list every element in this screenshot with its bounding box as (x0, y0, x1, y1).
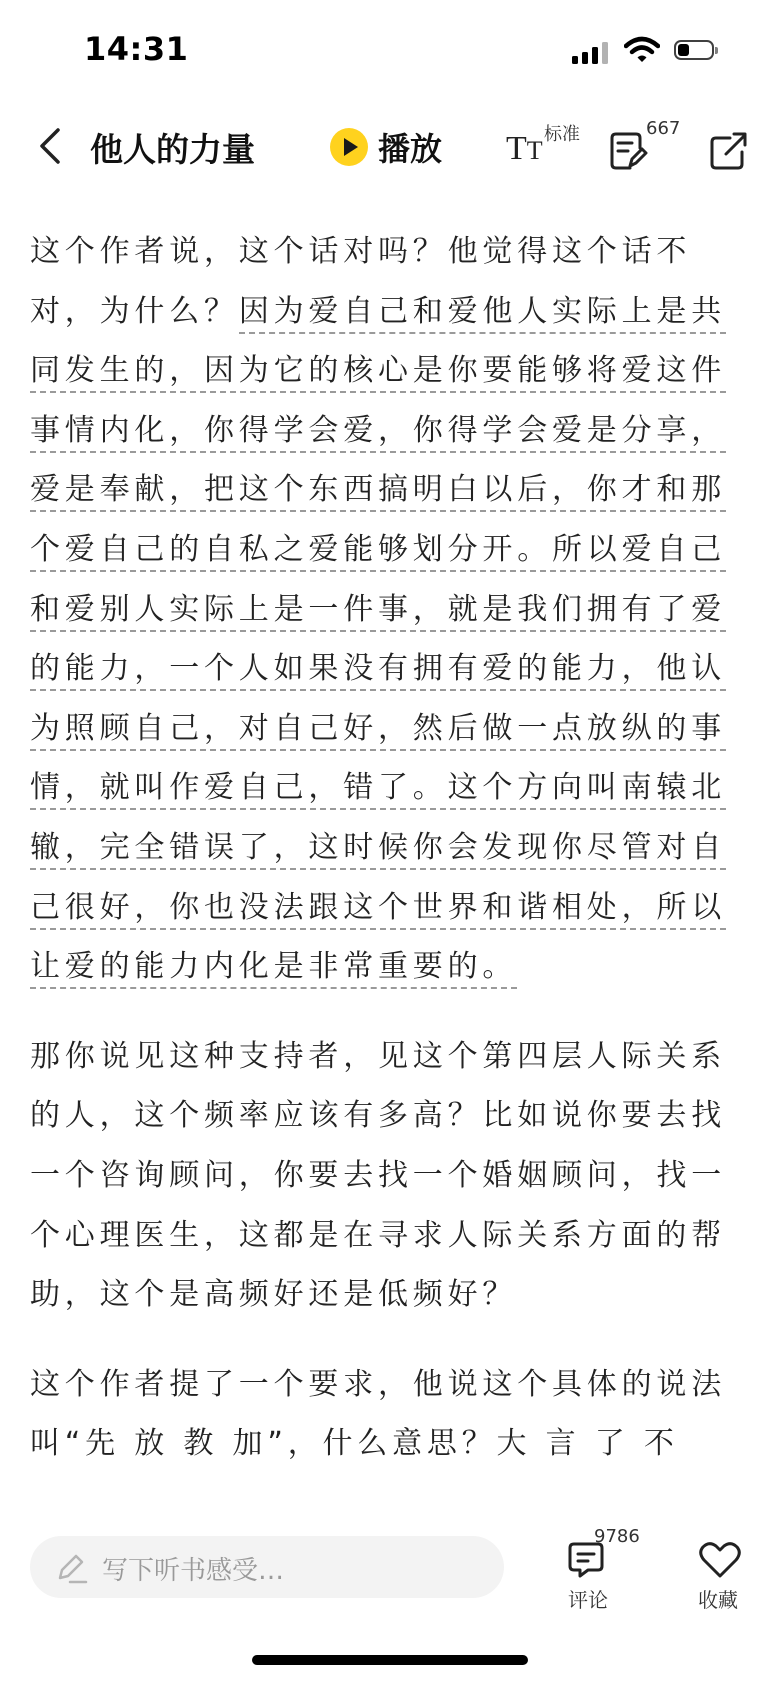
font-size-label: 标准 (544, 124, 580, 145)
paragraph-text: 那你说见这种支持者，见这个第四层人际关系的人，这个频率应该有多高？比如说你要去找一个咨询顾问，你要去找一个婚姻顾问，找一个心理医生，这都是在寻求人际关系方面的帮助，这个是高频好还是低频好？ (30, 1038, 726, 1313)
comments-button[interactable] (560, 1526, 640, 1618)
notes-button[interactable] (608, 118, 688, 178)
pen-icon (54, 1552, 90, 1586)
book-title: 他人的力量 (90, 130, 255, 169)
share-icon[interactable] (708, 128, 748, 172)
favorite-button[interactable] (690, 1532, 750, 1618)
back-arrow-icon[interactable] (36, 124, 64, 168)
paragraph-text: 这个作者说，这个话对吗？他觉得这个话不对，为什么？ (30, 234, 692, 329)
battery-icon (674, 40, 718, 62)
comment-label: 评论 (568, 1588, 608, 1612)
favorite-label: 收藏 (698, 1588, 738, 1612)
status-time: 14:31 (84, 30, 189, 68)
status-bar (0, 0, 780, 100)
text-size-icon: TT (506, 130, 543, 167)
play-label: 播放 (378, 130, 443, 168)
cellular-signal-icon (572, 40, 610, 64)
font-size-button[interactable] (506, 126, 586, 176)
paragraph (30, 222, 750, 997)
comment-placeholder: 写下听书感受… (102, 1556, 285, 1586)
note-edit-icon (608, 128, 648, 172)
header-bar (0, 108, 780, 188)
paragraph-text: 这个作者提了一个要求，他说这个具体的说法叫“先 放 教 加”，什么意思？大 言 了 不 (30, 1366, 726, 1462)
transcript-content (30, 222, 750, 1474)
notes-count: 667 (646, 118, 681, 139)
heart-icon (698, 1540, 742, 1580)
home-indicator (252, 1655, 528, 1665)
play-button[interactable] (330, 122, 442, 172)
paragraph (30, 1027, 750, 1325)
paragraph (30, 1355, 750, 1474)
comment-count: 9786 (594, 1526, 640, 1547)
comment-input[interactable] (30, 1536, 504, 1598)
highlighted-text[interactable]: 因为爱自己和爱他人实际上是共同发生的，因为它的核心是你要能够将爱这件事情内化，你得学会爱，你得学会爱是分享，爱是奉献，把这个东西搞明白以后，你才和那个爱自己的自私之爱能够划分开。所以爱自己和爱别人实际上是一件事，就是我们拥有了爱的能力，一个人如果没有拥有爱的能力，他认为照顾自己，对自己好，然后做一点放纵的事情，就叫作爱自己，错了。这个方向叫南辕北辙，完全错误了，这时候你会发现你尽管对自己很好，你也没法跟这个世界和谐相处，所以让爱的能力内化是非常重要的。 (30, 294, 726, 990)
wifi-icon (624, 36, 660, 64)
play-icon (330, 128, 368, 166)
